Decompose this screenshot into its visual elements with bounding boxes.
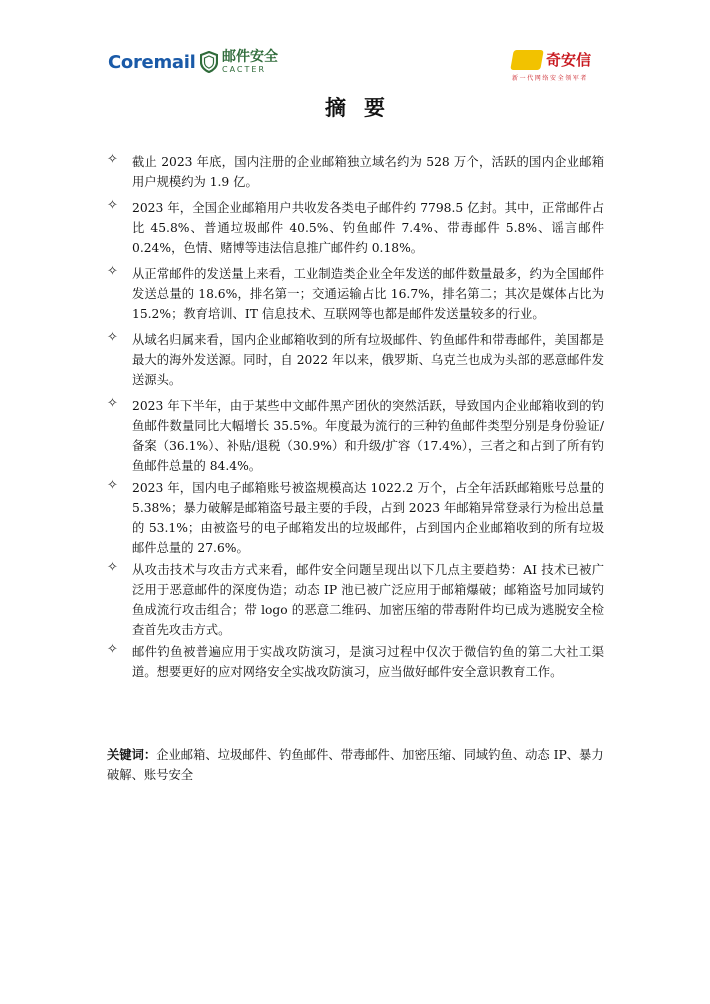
qianxin-logo-name: 奇安信 <box>546 51 592 69</box>
keywords-text: 企业邮箱、垃圾邮件、钓鱼邮件、带毒邮件、加密压缩、同域钓鱼、动态 IP、暴力破解、账号安全 <box>107 748 604 782</box>
keywords-label: 关键词： <box>107 747 157 762</box>
summary-item-text: 从域名归属来看，国内企业邮箱收到的所有垃圾邮件、钓鱼邮件和带毒邮件，美国都是最大的海外发送源。同时，自 2022 年以来，俄罗斯、乌克兰也成为头部的恶意邮件发送源头。 <box>132 333 604 387</box>
diamond-bullet-icon: ✧ <box>107 560 118 575</box>
coremail-logo: Coremail <box>108 52 196 73</box>
qianxin-logo-slogan: 新一代网络安全领军者 <box>512 75 589 82</box>
diamond-bullet-icon: ✧ <box>107 396 118 411</box>
summary-item-text: 从攻击技术与攻击方式来看，邮件安全问题呈现出以下几点主要趋势：AI 技术已被广泛用于恶意邮件的深度伪造；动态 IP 池已被广泛应用于邮箱爆破；邮箱盗号加同域钓鱼成流行攻击组合；带 logo 的恶意二维码、加密压缩的带毒附件均已成为逃脱安全检查首先攻击方式。 <box>132 563 604 637</box>
diamond-bullet-icon: ✧ <box>107 330 118 345</box>
summary-item-text: 2023 年，国内电子邮箱账号被盗规模高达 1022.2 万个，占全年活跃邮箱账号总量的 5.38%；暴力破解是邮箱盗号最主要的手段，占到 2023 年邮箱异常登录行为检出总量的 53.1%；由被盗号的电子邮箱发出的垃圾邮件，占到国内企业邮箱收到的所有垃圾邮件总量的 27.6%。 <box>132 481 604 555</box>
cacter-logo-cn: 邮件安全 <box>222 49 278 65</box>
summary-item-text: 2023 年下半年，由于某些中文邮件黑产团伙的突然活跃，导致国内企业邮箱收到的钓鱼邮件数量同比大幅增长 35.5%。年度最为流行的三种钓鱼邮件类型分别是身份验证/备案（36.1%）、补贴/退税（30.9%）和升级/扩容（17.4%），三者之和占到了所有钓鱼邮件总量的 84.4%。 <box>132 399 604 473</box>
diamond-bullet-icon: ✧ <box>107 642 118 657</box>
cacter-logo-en: CACTER <box>222 65 267 74</box>
diamond-bullet-icon: ✧ <box>107 152 118 167</box>
diamond-bullet-icon: ✧ <box>107 264 118 279</box>
summary-item-text: 2023 年，全国企业邮箱用户共收发各类电子邮件约 7798.5 亿封。其中，正常邮件占比 45.8%、普通垃圾邮件 40.5%、钓鱼邮件 7.4%、带毒邮件 5.8%、谣言邮件 0.24%，色情、赌博等违法信息推广邮件约 0.18%。 <box>132 201 604 255</box>
shield-icon <box>200 51 218 73</box>
keywords <box>107 745 604 785</box>
page-header <box>0 0 710 90</box>
summary-item-text: 邮件钓鱼被普遍应用于实战攻防演习，是演习过程中仅次于微信钓鱼的第二大社工渠道。想要更好的应对网络安全实战攻防演习，应当做好邮件安全意识教育工作。 <box>132 645 604 679</box>
cacter-logo <box>200 50 278 74</box>
page-title: 摘要 <box>325 95 403 120</box>
summary-item-text: 从正常邮件的发送量上来看，工业制造类企业全年发送的邮件数量最多，约为全国邮件发送总量的 18.6%，排名第一；交通运输占比 16.7%，排名第二；其次是媒体占比为 15.2%；教育培训、IT 信息技术、互联网等也都是邮件发送量较多的行业。 <box>132 267 604 321</box>
qianxin-mascot-icon <box>510 50 544 70</box>
diamond-bullet-icon: ✧ <box>107 478 118 493</box>
diamond-bullet-icon: ✧ <box>107 198 118 213</box>
summary-item-text: 截止 2023 年底，国内注册的企业邮箱独立域名约为 528 万个，活跃的国内企业邮箱用户规模约为 1.9 亿。 <box>132 155 604 189</box>
